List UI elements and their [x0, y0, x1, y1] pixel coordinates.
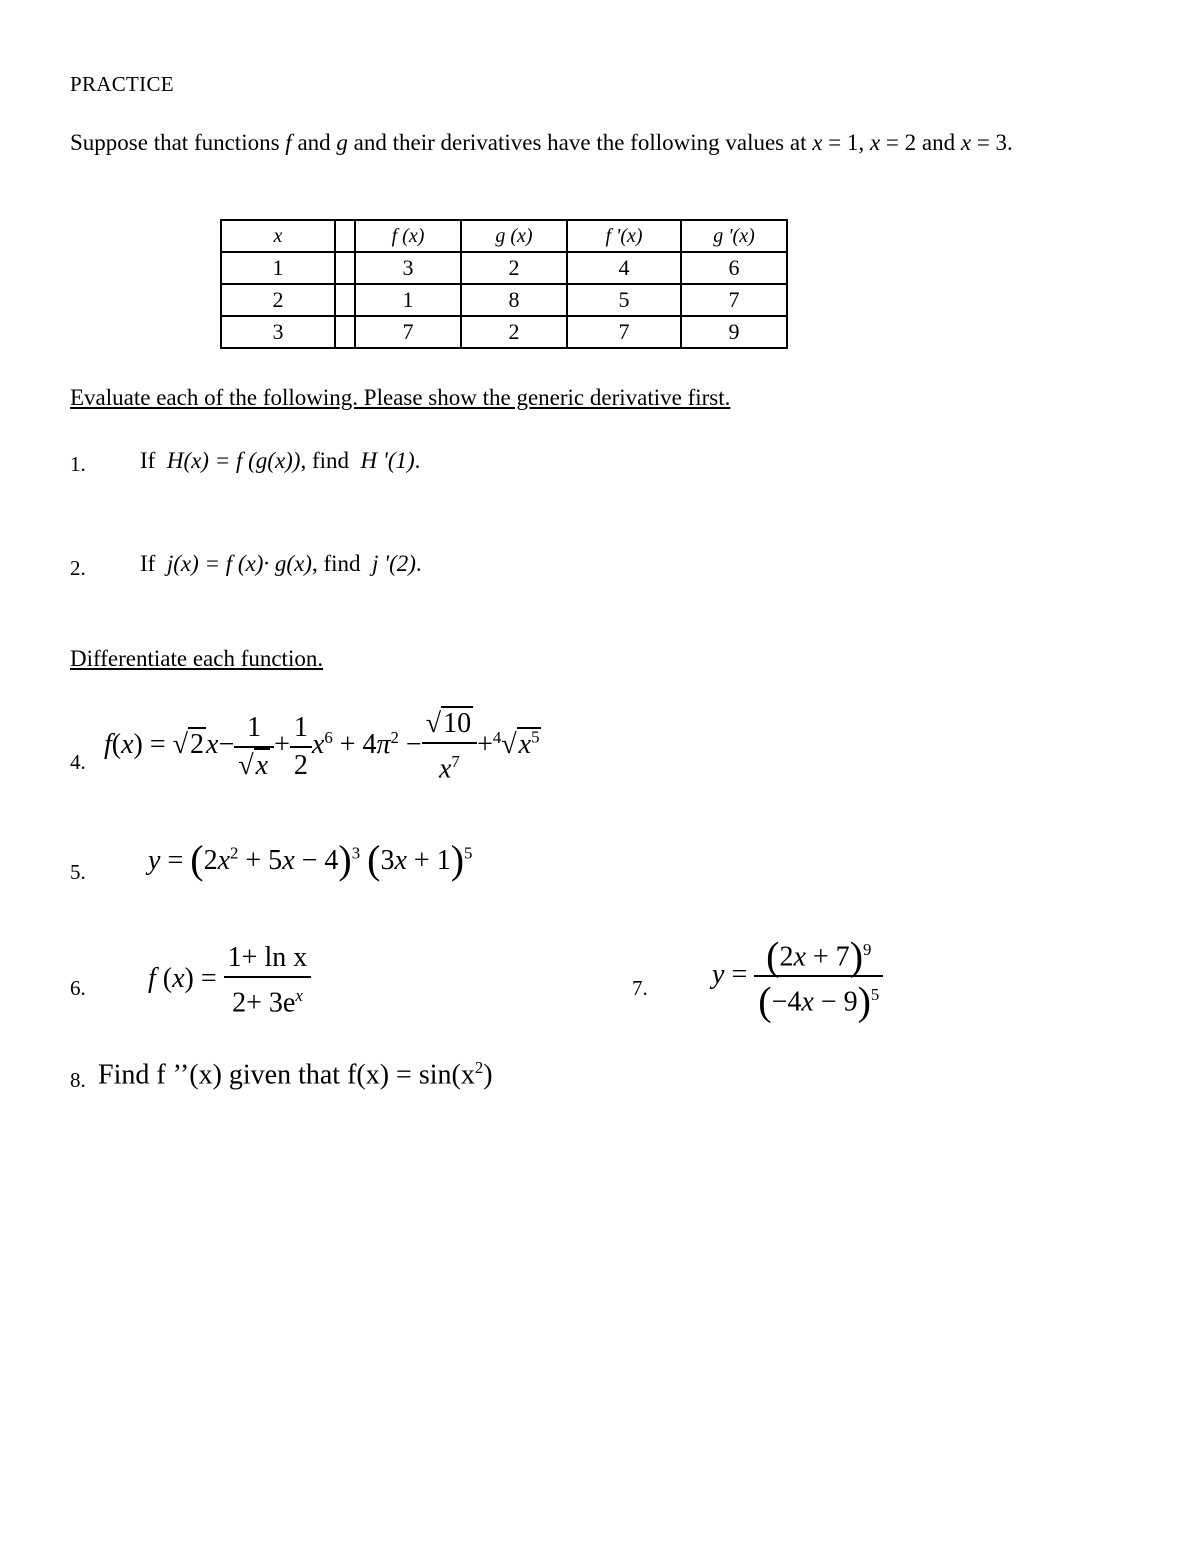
table-cell: [335, 316, 355, 348]
section-heading-differentiate: Differentiate each function.: [70, 646, 324, 671]
question-expression: j(x) = f (x)· g(x): [166, 551, 312, 576]
table-row: [221, 316, 787, 348]
q6-numerator: 1+ ln x: [224, 940, 312, 978]
question-number: 7.: [632, 976, 648, 1000]
question-number: 5.: [70, 860, 86, 884]
page-title: PRACTICE: [70, 72, 174, 96]
intro-text: and their derivatives have the following values at: [347, 130, 813, 155]
question-text: ): [483, 1059, 493, 1091]
intro-text: = 3.: [971, 130, 1013, 155]
intro-x: x: [869, 130, 881, 155]
question-text: , find: [300, 448, 350, 473]
question-text: Find f ’’(x) given that f(x) = sin(x: [98, 1059, 475, 1091]
table-cell: 3: [221, 316, 335, 348]
table-header-cell: [335, 220, 355, 252]
q6-denominator: 2+ 3e: [232, 987, 296, 1019]
question-text: , find: [311, 551, 361, 576]
question-text: .: [415, 551, 422, 576]
table-cell: [335, 252, 355, 284]
table-cell: 4: [567, 252, 681, 284]
table-cell: 1: [221, 252, 335, 284]
table-row: [221, 284, 787, 316]
intro-x: x: [812, 130, 823, 155]
table-cell: 2: [461, 252, 567, 284]
intro-text: and: [291, 130, 337, 155]
question-expression: H(x) = f (g(x)): [166, 448, 301, 473]
table-header-row: [221, 220, 787, 252]
table-cell: 3: [355, 252, 461, 284]
question-target: H '(1): [360, 448, 415, 473]
question-number: 6.: [70, 976, 86, 1000]
table-cell: 2: [461, 316, 567, 348]
section-heading-evaluate: Evaluate each of the following. Please show the generic derivative first.: [70, 385, 731, 410]
table-header-cell: g (x): [461, 220, 567, 252]
values-table: [220, 219, 788, 349]
question-1: [140, 448, 420, 474]
table-cell: 5: [567, 284, 681, 316]
table-cell: 1: [355, 284, 461, 316]
question-text: .: [414, 448, 421, 473]
intro-text: Suppose that functions: [70, 130, 286, 155]
table-cell: 8: [461, 284, 567, 316]
question-superscript: 2: [474, 1058, 484, 1077]
question-5-formula: $y = (2x^2 + 5x - 4)^3$ $(3x + 1)^5$: [148, 837, 473, 882]
question-number: 1.: [70, 452, 86, 476]
table-cell: 9: [681, 316, 787, 348]
question-2: [140, 551, 422, 577]
question-number: 8.: [70, 1068, 86, 1092]
table-row: [221, 252, 787, 284]
question-target: j '(2): [372, 551, 416, 576]
question-number: 4.: [70, 750, 86, 774]
intro-text: = 1,: [822, 130, 870, 155]
table-cell: 2: [221, 284, 335, 316]
question-text: If: [140, 448, 156, 473]
table-header-cell: f '(x): [567, 220, 681, 252]
intro-x: x: [960, 130, 972, 155]
question-4-formula: f(x) = √2x− $\frac{1}{√x}$ + $\frac{1}{2}$ $x^6 + 4\pi^2$ − $\frac{√10}{x^7}$ $+^4√x^5$: [104, 708, 540, 785]
table-cell: [335, 284, 355, 316]
question-6-formula: f (x) = $\frac{\text{1+ ln x}}{2+ 3e^x}$: [148, 940, 311, 1021]
question-8: [98, 1058, 493, 1091]
intro-f: f: [285, 130, 292, 155]
question-text: If: [140, 551, 156, 576]
question-number: 2.: [70, 556, 86, 580]
table-cell: 7: [355, 316, 461, 348]
table-cell: 6: [681, 252, 787, 284]
table-header-cell: g '(x): [681, 220, 787, 252]
table-cell: 7: [567, 316, 681, 348]
table-header-cell: x: [221, 220, 335, 252]
table-cell: 7: [681, 284, 787, 316]
intro-text: = 2 and: [880, 130, 961, 155]
intro-g: g: [336, 130, 348, 155]
intro-paragraph: [70, 126, 1150, 159]
table-header-cell: f (x): [355, 220, 461, 252]
question-7-formula: y = $\frac{(2x + 7)^9}{(-4x - 9)^5}$: [712, 932, 883, 1021]
